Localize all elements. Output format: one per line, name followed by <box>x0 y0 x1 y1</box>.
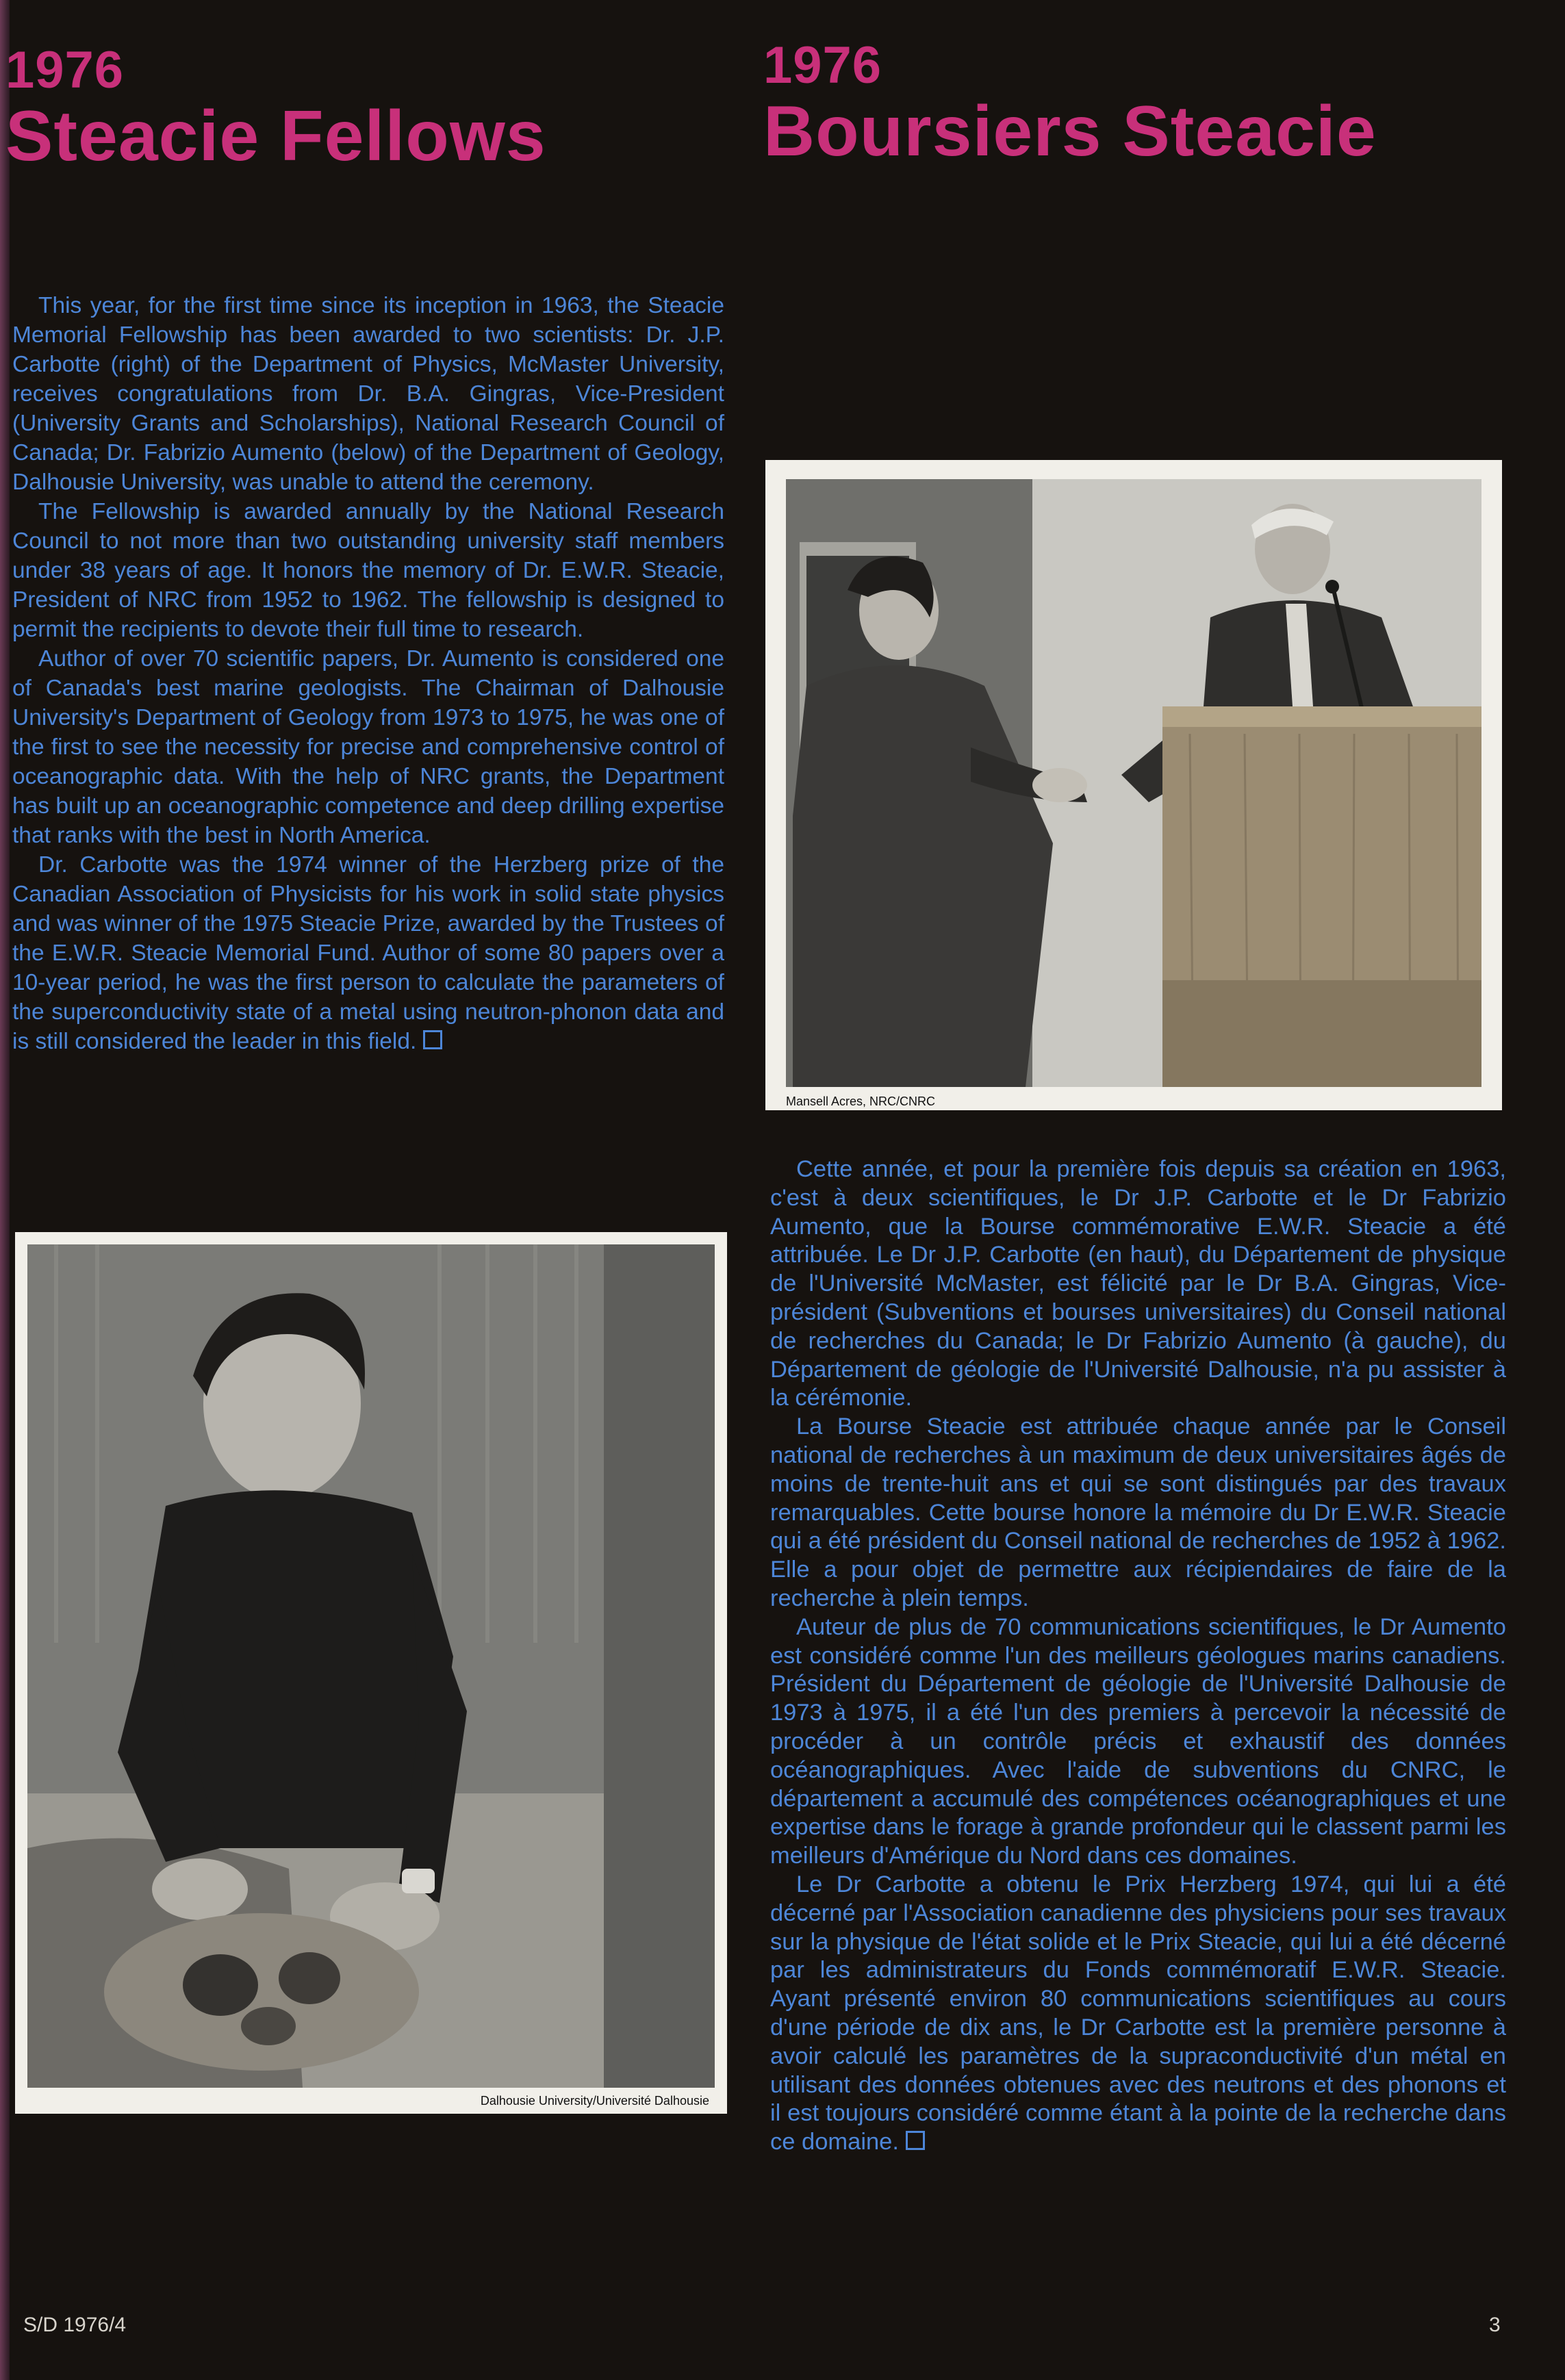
portrait-photo <box>15 1232 727 2114</box>
issue-label: S/D 1976/4 <box>23 2314 127 2336</box>
english-paragraph-1: This year, for the first time since its inception in 1963, the Steacie Memorial Fellowship has been awarded to two scientists: Dr. J.P. Carbotte (right) of the Department of Physics, McMaster University, receives congratulations from Dr. B.A. Gingras, Vice-President (University Grants and Scholarships), National Research Council of Canada; Dr. Fabrizio Aumento (below) of the Department of Geology, Dalhousie University, was unable to attend the ceremony. <box>12 293 724 495</box>
french-paragraph-2: La Bourse Steacie est attribuée chaque année par le Conseil national de recherches à un maximum de deux universitaires âgés de moins de trente-huit ans et qui se sont distingués par des travaux remarquables. Cette bourse honore la mémoire du Dr E.W.R. Steacie qui a été président du Conseil national de recherches de 1952 à 1962. Elle a pour objet de permettre aux récipiendaires de faire de la recherche à plein temps. <box>770 1413 1506 1611</box>
english-paragraph-3: Author of over 70 scientific papers, Dr. Aumento is considered one of Canada's best marine geologists. The Chairman of Dalhousie University's Department of Geology from 1973 to 1975, he was one of the first to see the necessity for precise and comprehensive control of oceanographic data. With the help of NRC grants, the Department has built up an oceanographic competence and deep drilling expertise that ranks with the best in North America. <box>12 646 724 848</box>
page-number: 3 <box>1489 2314 1501 2336</box>
english-paragraph-4 <box>12 850 724 1056</box>
end-of-article-square-icon <box>906 2131 925 2150</box>
ceremony-photo <box>765 460 1502 1110</box>
french-paragraph-4 <box>770 1871 1506 2157</box>
french-year: 1976 <box>763 36 882 94</box>
english-title: Steacie Fellows <box>5 97 546 176</box>
english-paragraph-2: The Fellowship is awarded annually by the National Research Council to not more than two outstanding university staff members under 38 years of age. It honors the memory of Dr. E.W.R. Steacie, President of NRC from 1952 to 1962. The fellowship is designed to permit the recipients to devote their full time to research. <box>12 499 724 642</box>
portrait-photo-credit: Dalhousie University/Université Dalhousie <box>480 2094 709 2108</box>
french-paragraph-1: Cette année, et pour la première fois depuis sa création en 1963, c'est à deux scientifiques, le Dr J.P. Carbotte et le Dr Fabrizio Aumento, que la Bourse commémorative E.W.R. Steacie a été attribuée. Le Dr J.P. Carbotte (en haut), du Département de physique de l'Université McMaster, est félicité par le Dr B.A. Gingras, Vice-président (Subventions et bourses universitaires) du Conseil national de recherches du Canada; le Dr Fabrizio Aumento (à gauche), du Département de géologie de l'Université Dalhousie, n'a pu assister à la cérémonie. <box>770 1156 1506 1411</box>
french-heading <box>763 38 1377 169</box>
ceremony-photo-credit: Mansell Acres, NRC/CNRC <box>786 1095 936 1108</box>
portrait-photo-image <box>15 1232 727 2114</box>
page-spine-edge <box>0 0 10 2380</box>
english-year: 1976 <box>5 41 125 99</box>
english-article-body <box>12 291 724 1056</box>
french-paragraph-3: Auteur de plus de 70 communications scientifiques, le Dr Aumento est considéré comme l'un des meilleurs géologues marins canadiens. Président du Département de géologie de l'Université Dalhousie de 1973 à 1975, il a été l'un des premiers à percevoir la nécessité de procéder à un contrôle précis et exhaustif des données océanographiques. Avec l'aide de subventions du CNRC, le département a accumulé des compétences océanographiques et une expertise dans le forage à grande profondeur qui le classent parmi les meilleurs d'Amérique du Nord dans ces domaines. <box>770 1613 1506 1869</box>
french-paragraph-4-text: Le Dr Carbotte a obtenu le Prix Herzberg 1974, qui lui a été décerné par l'Association canadienne des physiciens pour ses travaux sur la physique de l'état solide et le Prix Steacie, qui lui a été décerné par les administrateurs du Fonds commémoratif E.W.R. Steacie. Ayant présenté environ 80 communications scientifiques au cours d'une période de dix ans, le Dr Carbotte est la première personne à avoir calculé les paramètres de la supraconductivité d'un métal en utilisant des données obtenues avec des neutrons et des phonons et il est toujours considéré comme étant à la pointe de la recherche dans ce domaine. <box>770 1871 1506 2155</box>
english-paragraph-4-text: Dr. Carbotte was the 1974 winner of the Herzberg prize of the Canadian Association of Physicists for his work in solid state physics and was winner of the 1975 Steacie Prize, awarded by the Trustees of the E.W.R. Steacie Memorial Fund. Author of some 80 papers over a 10-year period, he was the first person to calculate the parameters of the superconductivity state of a metal using neutron-phonon data and is still considered the leader in this field. <box>12 852 724 1054</box>
french-title: Boursiers Steacie <box>763 92 1377 171</box>
french-article-body <box>770 1155 1506 2157</box>
english-heading <box>5 42 546 174</box>
ceremony-photo-image <box>765 460 1502 1110</box>
end-of-article-square-icon <box>423 1030 442 1049</box>
